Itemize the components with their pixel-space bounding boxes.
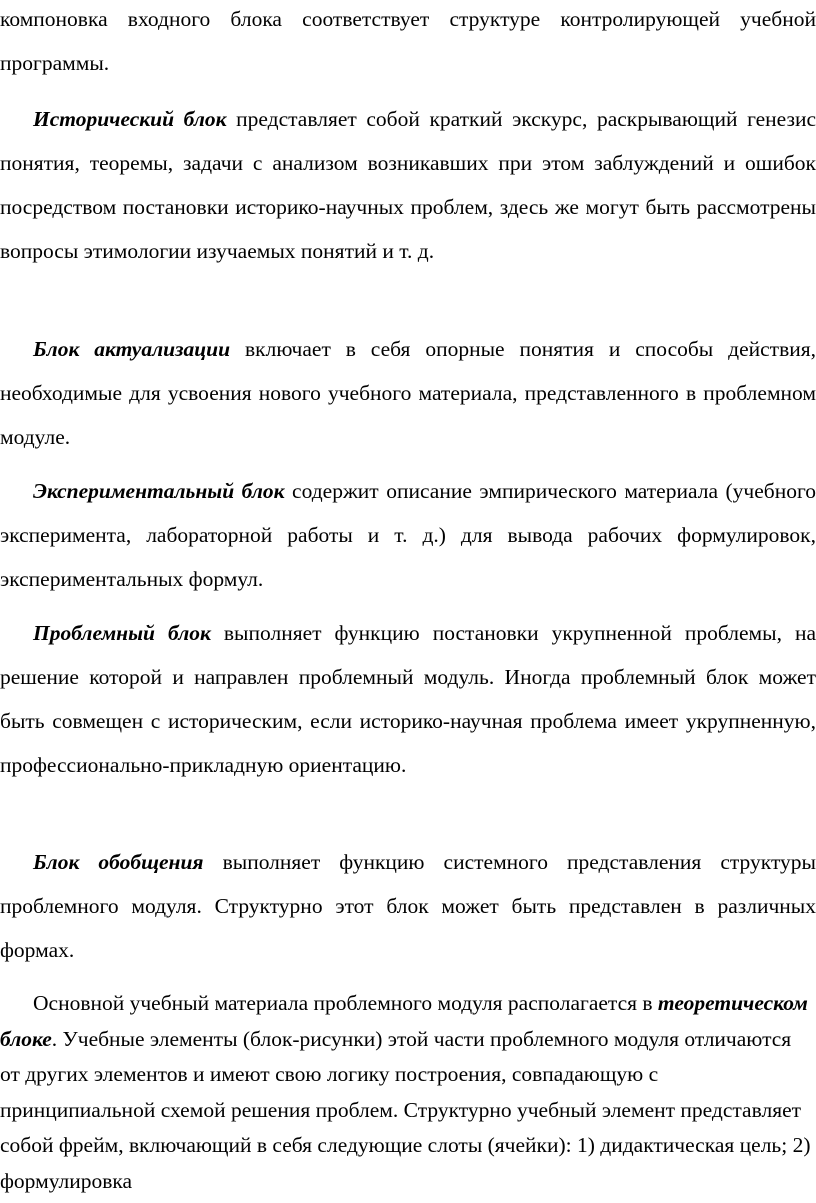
paragraph-experimental-block bbox=[0, 469, 816, 601]
paragraph-problem-block bbox=[0, 611, 816, 787]
paragraph-actualization-block bbox=[0, 327, 816, 459]
term-actualization-block: Блок актуализации bbox=[33, 337, 231, 361]
paragraph-text: Основной учебный материала проблемного модуля располагается в bbox=[33, 991, 658, 1015]
term-experimental-block: Экспериментальный блок bbox=[33, 479, 285, 503]
term-historical-block: Исторический блок bbox=[33, 107, 227, 131]
paragraph-text: компоновка входного блока соответствует структуре контролирующей учебной программы. bbox=[0, 7, 816, 75]
paragraph-text: . Учебные элементы (блок-рисунки) этой части проблемного модуля отличаются от других элементов и имеют свою логику построения, совпадающую с принципиальной схемой решения проблем. Структурно учебный элемент представляет собой фрейм, включающий в себя следующие слоты (ячейки): 1) дидактическая цель; 2) формулировка bbox=[0, 1026, 811, 1193]
term-generalization-block: Блок обобщения bbox=[33, 850, 204, 874]
term-problem-block: Проблемный блок bbox=[33, 621, 211, 645]
paragraph-text: выполняет функцию системного представления структуры проблемного модуля. Структурно этот блок может быть представлен в различных формах. bbox=[0, 850, 816, 962]
paragraph-theoretical-block bbox=[0, 986, 816, 1200]
paragraph-generalization-block bbox=[0, 840, 816, 972]
paragraph-text: содержит описание эмпирического материала (учебного эксперимента, лабораторной работы и т. д.) для вывода рабочих формулировок, экспериментальных формул. bbox=[0, 479, 816, 591]
paragraph-text: выполняет функцию постановки укрупненной проблемы, на решение которой и направлен проблемный модуль. Иногда проблемный блок может быть совмещен с историческим, если историко-научная проблема имеет укрупненную, профессионально-прикладную ориентацию. bbox=[0, 621, 816, 777]
term-theoretical-block: теоретическом блоке bbox=[0, 991, 808, 1051]
paragraph-intro bbox=[0, 0, 816, 85]
paragraph-text: представляет собой краткий экскурс, раскрывающий генезис понятия, теоремы, задачи с анализом возникавших при этом заблуждений и ошибок посредством постановки историко-научных проблем, здесь же могут быть рассмотрены вопросы этимологии изучаемых понятий и т. д. bbox=[0, 107, 816, 263]
paragraph-text: включает в себя опорные понятия и способы действия, необходимые для усвоения нового учебного материала, представленного в проблемном модуле. bbox=[0, 337, 816, 449]
paragraph-historical-block bbox=[0, 97, 816, 273]
